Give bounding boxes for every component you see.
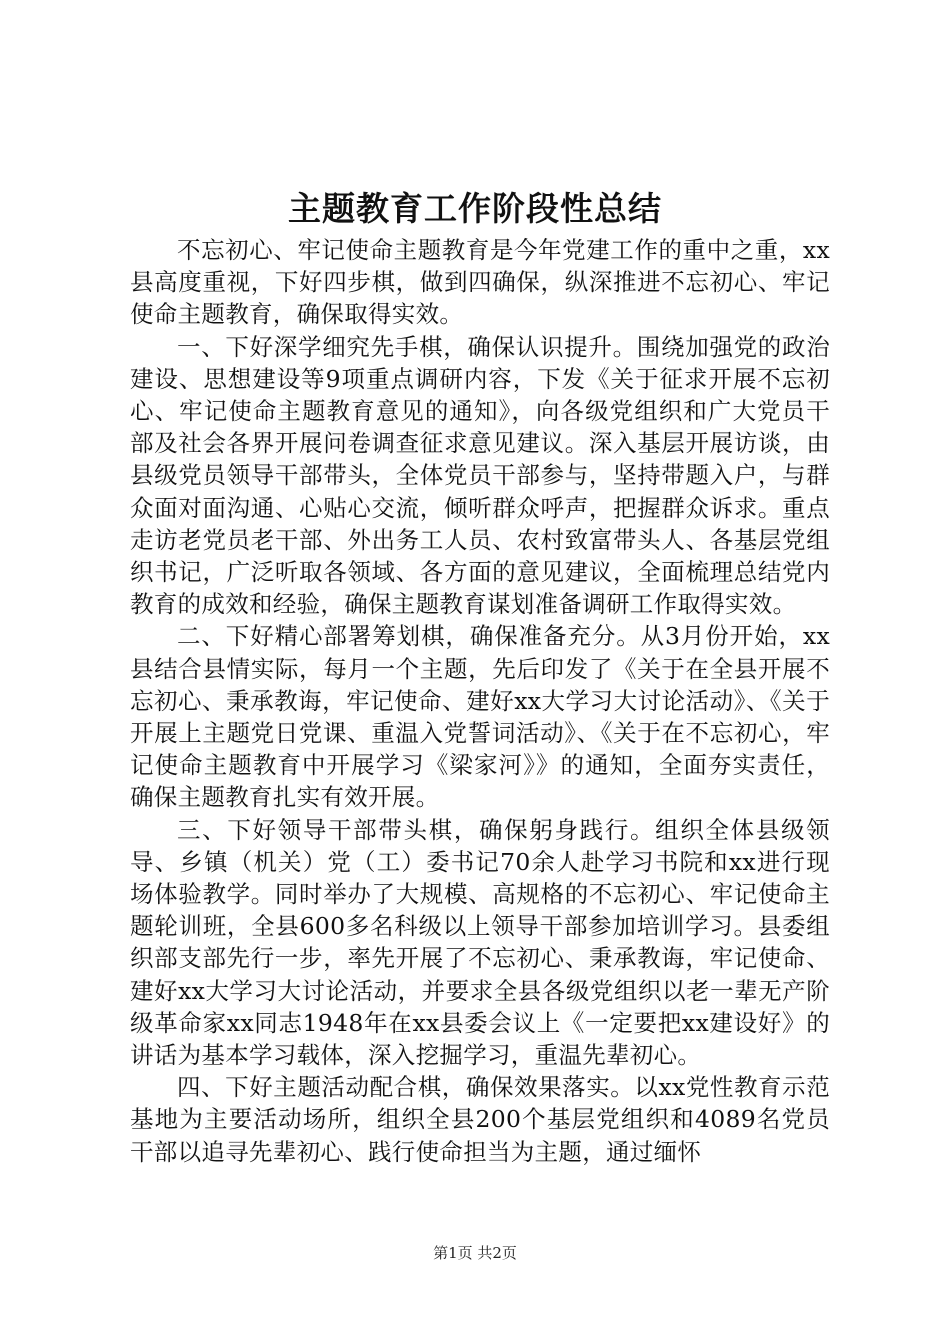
paragraph-intro: 不忘初心、牢记使命主题教育是今年党建工作的重中之重，xx县高度重视，下好四步棋，做到四确保，纵深推进不忘初心、牢记使命主题教育，确保取得实效。 bbox=[130, 236, 830, 329]
paragraph-section-3: 三、下好领导干部带头棋，确保躬身践行。组织全体县级领导、乡镇（机关）党（工）委书记70余人赴学习书院和xx进行现场体验教学。同时举办了大规模、高规格的不忘初心、牢记使命主题轮训班，全县600多名科级以上领导干部参加培训学习。县委组织部支部先行一步，率先开展了不忘初心、秉承教诲，牢记使命、建好xx大学习大讨论活动，并要求全县各级党组织以老一辈无产阶级革命家xx同志1948年在xx县委会议上《一定要把xx建设好》的讲话为基本学习载体，深入挖掘学习，重温先辈初心。 bbox=[130, 815, 830, 1070]
page-number-footer: 第1页 共2页 bbox=[433, 1244, 517, 1262]
paragraph-section-4: 四、下好主题活动配合棋，确保效果落实。以xx党性教育示范基地为主要活动场所，组织全县200个基层党组织和4089名党员干部以追寻先辈初心、践行使命担当为主题，通过缅怀 bbox=[130, 1073, 830, 1166]
document-body bbox=[130, 234, 830, 1168]
paragraph-section-2: 二、下好精心部署筹划棋，确保准备充分。从3月份开始，xx县结合县情实际，每月一个主题，先后印发了《关于在全县开展不忘初心、秉承教诲，牢记使命、建好xx大学习大讨论活动》、《关于开展上主题党日党课、重温入党誓词活动》、《关于在不忘初心，牢记使命主题教育中开展学习《梁家河》》的通知，全面夯实责任，确保主题教育扎实有效开展。 bbox=[130, 622, 830, 812]
document-title: 主题教育工作阶段性总结 bbox=[288, 189, 662, 228]
paragraph-section-1: 一、下好深学细究先手棋，确保认识提升。围绕加强党的政治建设、思想建设等9项重点调研内容，下发《关于征求开展不忘初心、牢记使命主题教育意见的通知》，向各级党组织和广大党员干部及社会各界开展问卷调查征求意见建议。深入基层开展访谈，由县级党员领导干部带头，全体党员干部参与，坚持带题入户，与群众面对面沟通、心贴心交流，倾听群众呼声，把握群众诉求。重点走访老党员老干部、外出务工人员、农村致富带头人、各基层党组织书记，广泛听取各领域、各方面的意见建议，全面梳理总结党内教育的成效和经验，确保主题教育谋划准备调研工作取得实效。 bbox=[130, 332, 830, 619]
